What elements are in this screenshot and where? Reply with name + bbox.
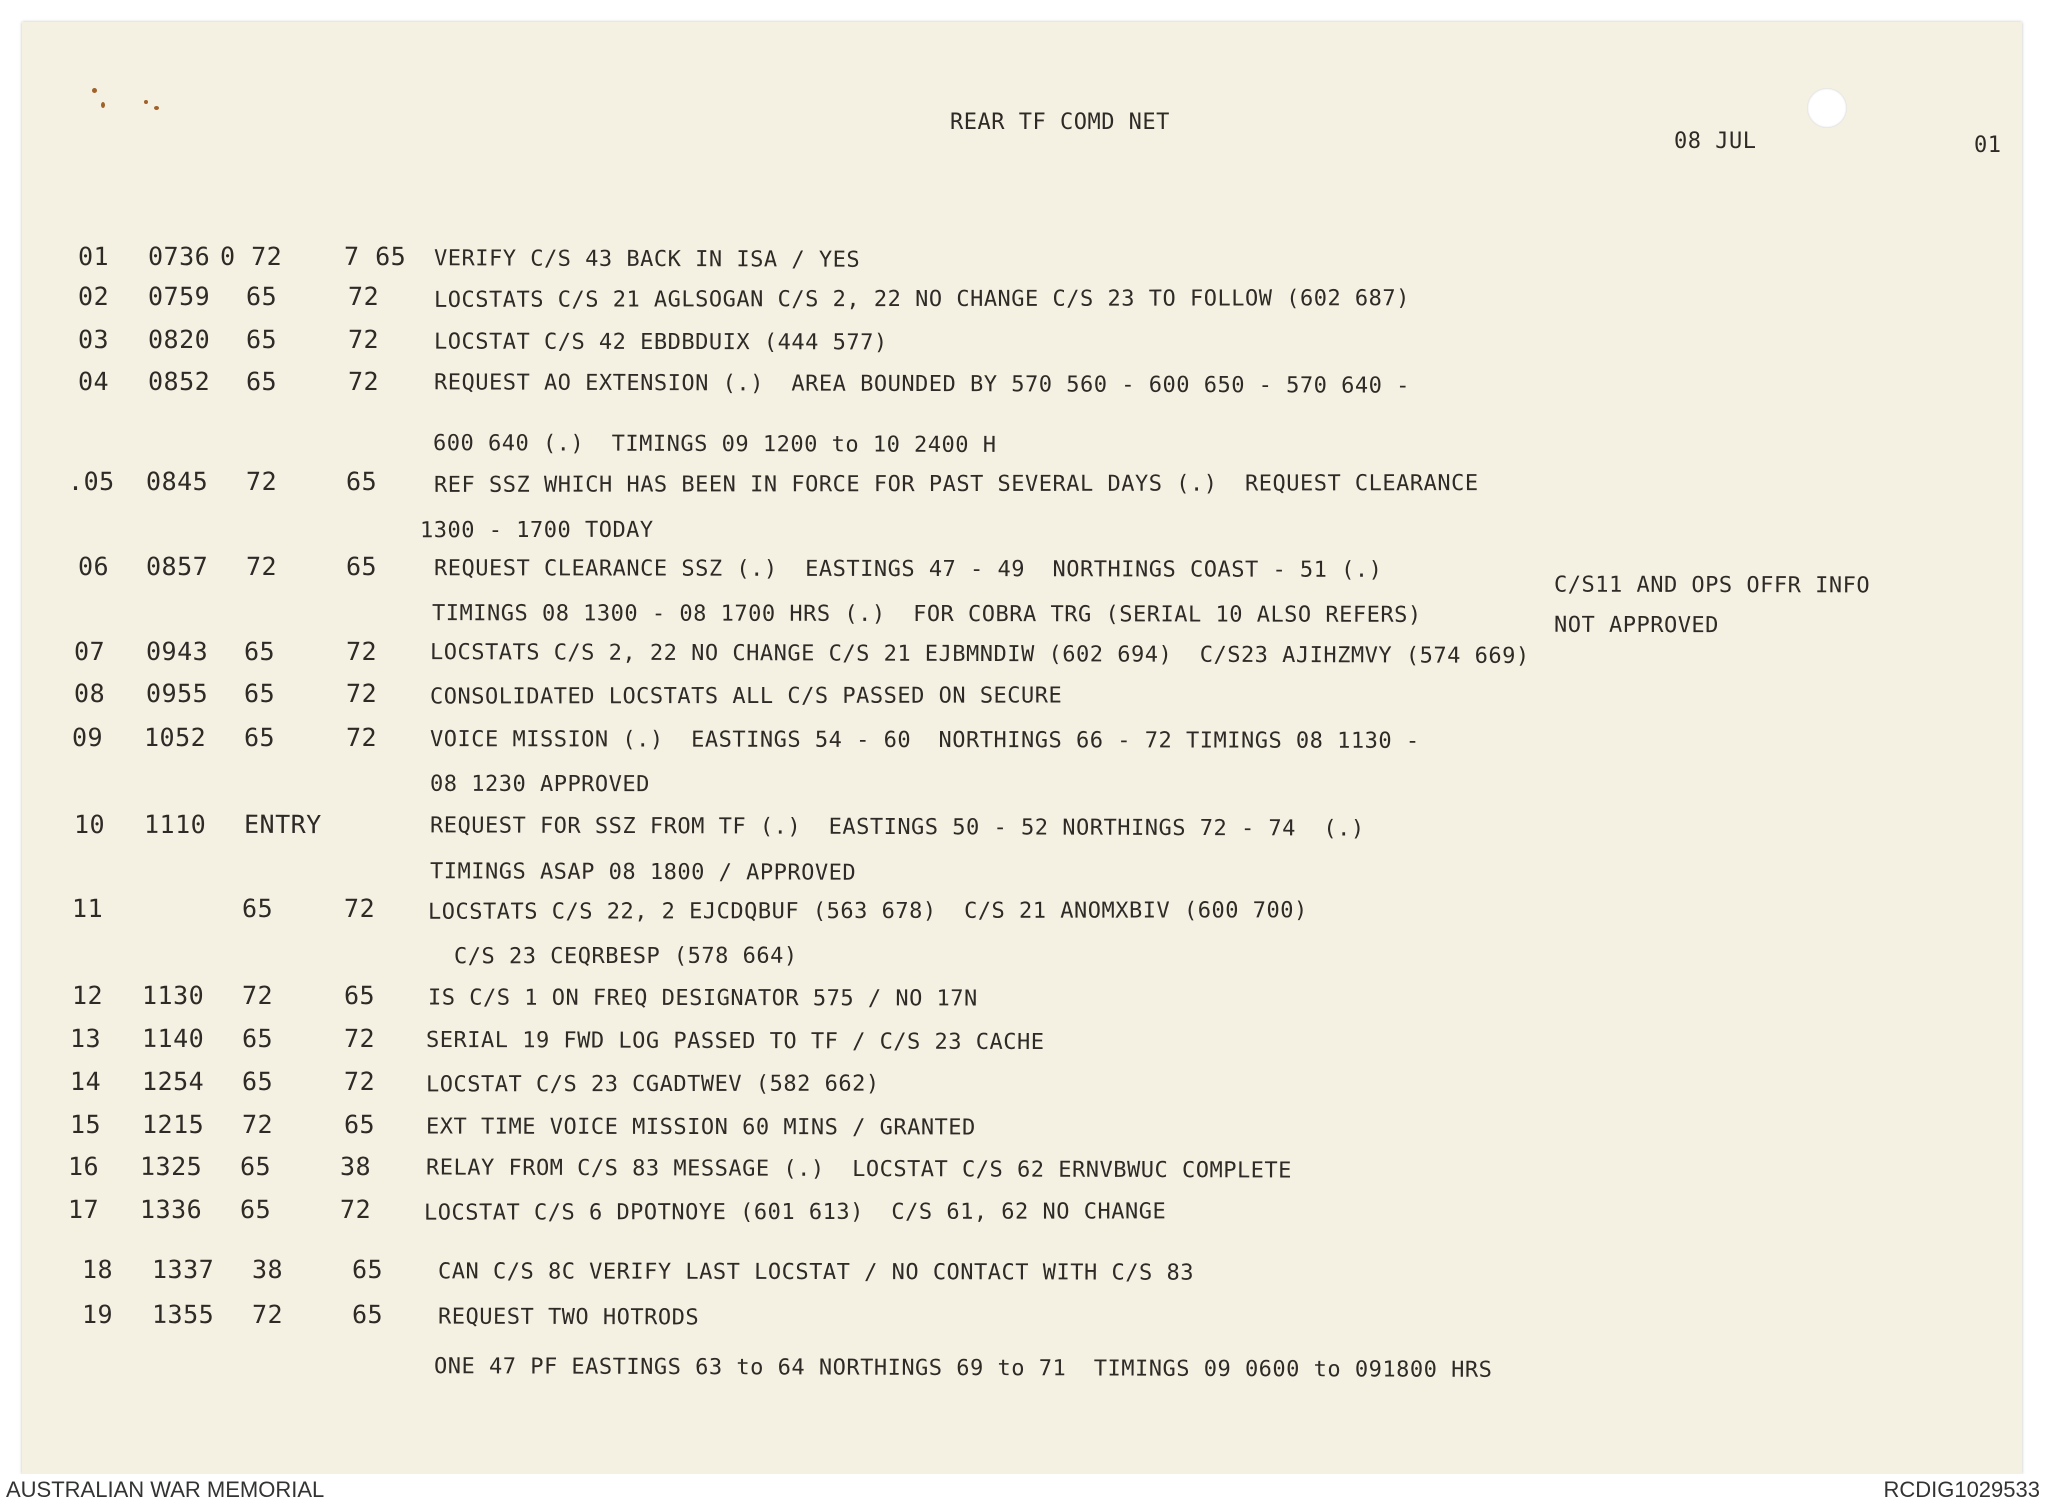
log-time: 1110 [143, 809, 207, 840]
log-serial: 04 [77, 366, 110, 397]
log-from: 65 [241, 1066, 274, 1097]
log-serial: 17 [67, 1194, 100, 1225]
log-to: 72 [343, 1066, 376, 1097]
log-serial: 13 [69, 1023, 102, 1054]
log-time: 1336 [139, 1194, 203, 1225]
log-time: 1140 [141, 1023, 205, 1054]
log-message-line: 1300 - 1700 TODAY [419, 517, 654, 544]
log-serial: 14 [69, 1066, 102, 1097]
log-serial: 19 [81, 1299, 114, 1330]
log-serial: 06 [77, 551, 110, 582]
log-time: 0845 [145, 466, 209, 497]
log-to: 72 [347, 281, 380, 312]
log-message-line: TIMINGS ASAP 08 1800 / APPROVED [429, 859, 857, 886]
log-message-line: LOCSTATS C/S 21 AGLSOGAN C/S 2, 22 NO CHANGE C/S 23 TO FOLLOW (602 687) [433, 286, 1410, 313]
log-time: 0736 [147, 241, 211, 272]
log-message-line: REQUEST AO EXTENSION (.) AREA BOUNDED BY 570 560 - 600 650 - 570 640 - [433, 370, 1410, 399]
log-message-line: CONSOLIDATED LOCSTATS ALL C/S PASSED ON SECURE [429, 683, 1063, 710]
log-serial: 08 [73, 678, 106, 709]
log-message-line: VERIFY C/S 43 BACK IN ISA / YES [433, 246, 861, 273]
log-from: 72 [251, 1299, 284, 1330]
log-to: 72 [347, 366, 380, 397]
log-message-line: REF SSZ WHICH HAS BEEN IN FORCE FOR PAST SEVERAL DAYS (.) REQUEST CLEARANCE [433, 471, 1479, 498]
log-message-line: REQUEST CLEARANCE SSZ (.) EASTINGS 47 - 49 NORTHINGS COAST - 51 (.) [433, 556, 1383, 583]
log-message-line: VOICE MISSION (.) EASTINGS 54 - 60 NORTHINGS 66 - 72 TIMINGS 08 1130 - [429, 727, 1420, 754]
log-message-line: IS C/S 1 ON FREQ DESIGNATOR 575 / NO 17N [427, 985, 978, 1012]
log-message-line: LOCSTAT C/S 42 EBDBDUIX (444 577) [433, 329, 888, 356]
log-from: 65 [245, 324, 278, 355]
log-to: 72 [345, 636, 378, 667]
log-time: 0955 [145, 678, 209, 709]
log-time: 0759 [147, 281, 211, 312]
log-to: 65 [351, 1299, 384, 1330]
log-time: 0820 [147, 324, 211, 355]
page-number: 01 [1974, 133, 2002, 158]
log-to: 38 [339, 1151, 372, 1182]
log-message-line: ONE 47 PF EASTINGS 63 to 64 NORTHINGS 69 to 71 TIMINGS 09 0600 to 091800 HRS [433, 1354, 1493, 1383]
log-serial: 07 [73, 636, 106, 667]
log-serial: 18 [81, 1254, 114, 1285]
log-from: 65 [243, 678, 276, 709]
log-to: 72 [343, 1023, 376, 1054]
log-to: 65 [345, 466, 378, 497]
rust-stain [92, 88, 97, 93]
log-from: 65 [239, 1194, 272, 1225]
log-message-line: 08 1230 APPROVED [429, 771, 650, 798]
log-from: ENTRY [243, 809, 322, 840]
log-message-line: CAN C/S 8C VERIFY LAST LOCSTAT / NO CONTACT WITH C/S 83 [437, 1259, 1195, 1286]
log-serial: 01 [77, 241, 110, 272]
log-message-line: LOCSTAT C/S 23 CGADTWEV (582 662) [425, 1071, 880, 1098]
log-message-line: 600 640 (.) TIMINGS 09 1200 to 10 2400 H [432, 431, 997, 458]
log-to: 72 [339, 1194, 372, 1225]
log-from: 65 [245, 281, 278, 312]
rust-stain [101, 102, 105, 108]
log-time: 0943 [145, 636, 209, 667]
log-time: 0852 [147, 366, 211, 397]
log-from: 65 [239, 1151, 272, 1182]
log-serial: 10 [73, 809, 106, 840]
log-remark-line: C/S11 AND OPS OFFR INFO [1553, 572, 1871, 599]
rust-stain [154, 106, 159, 110]
log-serial: 03 [77, 324, 110, 355]
punch-hole [1807, 88, 1847, 128]
log-from: 72 [245, 551, 278, 582]
log-serial: 11 [71, 893, 104, 924]
log-message-line: REQUEST TWO HOTRODS [437, 1304, 700, 1331]
log-to: 65 [343, 980, 376, 1011]
log-serial: 09 [71, 722, 104, 753]
log-title: REAR TF COMD NET [950, 110, 1170, 135]
institution-label: AUSTRALIAN WAR MEMORIAL [6, 1477, 325, 1502]
log-from: 72 [241, 980, 274, 1011]
log-to: 65 [345, 551, 378, 582]
log-message-line: SERIAL 19 FWD LOG PASSED TO TF / C/S 23 CACHE [425, 1027, 1045, 1056]
log-message-line: C/S 23 CEQRBESP (578 664) [453, 943, 798, 970]
catalogue-id: RCDIG1029533 [1883, 1477, 2040, 1502]
log-from: 65 [241, 893, 274, 924]
log-date: 08 JUL [1674, 129, 1757, 154]
log-serial: 12 [71, 980, 104, 1011]
log-from: 65 [243, 722, 276, 753]
log-time: 1337 [151, 1254, 215, 1285]
log-time: 1355 [151, 1299, 215, 1330]
log-to: 65 [351, 1254, 384, 1285]
log-serial: 02 [77, 281, 110, 312]
log-from: 65 [245, 366, 278, 397]
log-serial: 16 [67, 1151, 100, 1182]
log-to: 7 65 [343, 241, 407, 272]
log-from: 72 [245, 466, 278, 497]
log-time: 1325 [139, 1151, 203, 1182]
log-message-line: EXT TIME VOICE MISSION 60 MINS / GRANTED [425, 1114, 976, 1141]
log-message-line: LOCSTATS C/S 22, 2 EJCDQBUF (563 678) C/S 21 ANOMXBIV (600 700) [427, 898, 1308, 925]
log-serial: .05 [67, 466, 115, 497]
log-time: 1215 [141, 1109, 205, 1140]
rust-stain [144, 100, 148, 104]
log-to: 72 [343, 893, 376, 924]
log-time: 0857 [145, 551, 209, 582]
log-message-line: RELAY FROM C/S 83 MESSAGE (.) LOCSTAT C/S 62 ERNVBWUC COMPLETE [425, 1155, 1292, 1184]
log-message-line: LOCSTATS C/S 2, 22 NO CHANGE C/S 21 EJBMNDIW (602 694) C/S23 AJIHZMVY (574 669) [429, 640, 1530, 669]
log-message-line: TIMINGS 08 1300 - 08 1700 HRS (.) FOR COBRA TRG (SERIAL 10 ALSO REFERS) [431, 601, 1422, 628]
log-to: 72 [345, 722, 378, 753]
log-to: 72 [345, 678, 378, 709]
log-to: 72 [347, 324, 380, 355]
log-time: 1052 [143, 722, 207, 753]
log-from: 72 [241, 1109, 274, 1140]
log-serial: 15 [69, 1109, 102, 1140]
log-message-line: LOCSTAT C/S 6 DPOTNOYE (601 613) C/S 61, 62 NO CHANGE [423, 1199, 1167, 1226]
log-from: 65 [241, 1023, 274, 1054]
log-time: 1130 [141, 980, 205, 1011]
log-message-line: REQUEST FOR SSZ FROM TF (.) EASTINGS 50 - 52 NORTHINGS 72 - 74 (.) [429, 813, 1365, 842]
log-to: 65 [343, 1109, 376, 1140]
log-from: 38 [251, 1254, 284, 1285]
log-from: 65 [243, 636, 276, 667]
log-time: 1254 [141, 1066, 205, 1097]
log-from: 0 72 [219, 241, 283, 272]
log-remark-line: NOT APPROVED [1553, 612, 1719, 639]
